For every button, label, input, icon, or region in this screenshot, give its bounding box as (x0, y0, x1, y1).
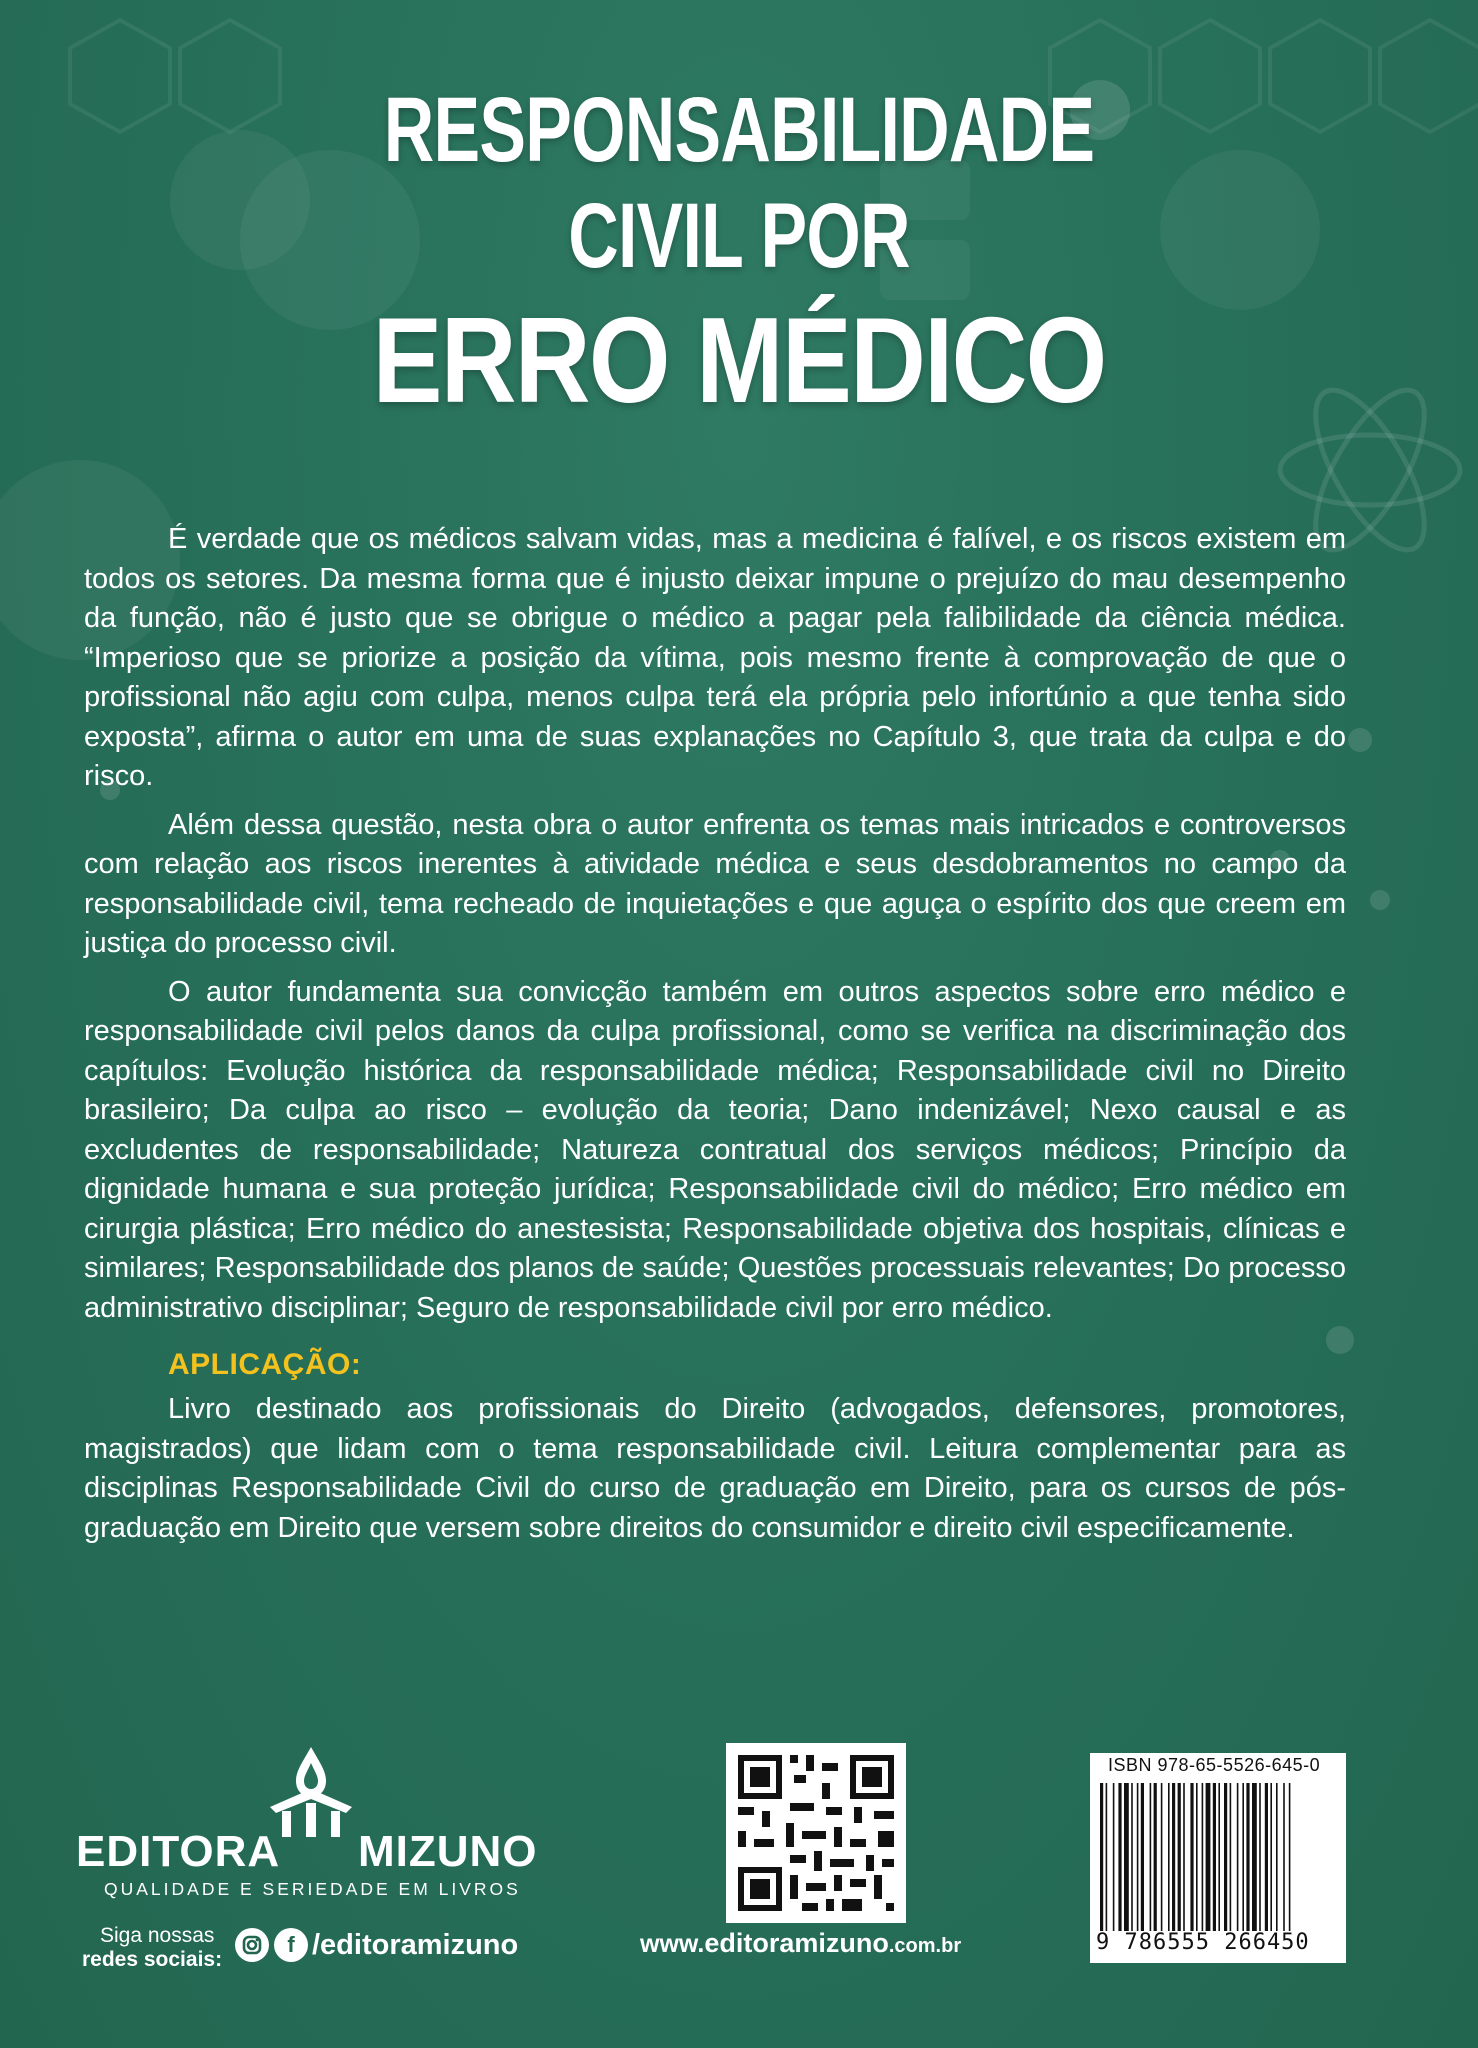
social-handle[interactable]: /editoramizuno (312, 1929, 519, 1961)
aplicacao-heading: APLICAÇÃO: (168, 1348, 362, 1381)
logo-name-right: MIZUNO (358, 1827, 538, 1876)
synopsis-paragraph-3: O autor fundamenta sua convicção também em outros aspectos sobre erro médico e responsabilidade civil pelos danos da culpa profissional, como se verifica na discriminação dos capítulos: Evolução histórica da responsabilidade médica; Responsabilidade civil no Direito brasileiro; Da culpa ao risco – evolução da teoria; Dano indenizável; Nexo causal e as excludentes de responsabilidade; Natureza contratual dos serviços médicos; Princípio da dignidade humana e sua proteção jurídica; Responsabilidade civil do médico; Erro médico em cirurgia plástica; Erro médico do anestesista; Responsabilidade objetiva dos hospitais, clínicas e similares; Responsabilidade dos planos de saúde; Questões processuais relevantes; Do processo administrativo disciplinar; Seguro de responsabilidade civil por erro médico. (84, 975, 1346, 1324)
logo-tagline: QUALIDADE E SERIEDADE EM LIVROS (104, 1879, 521, 1899)
website-prefix: www. (640, 1930, 705, 1958)
qr-code (726, 1743, 906, 1923)
synopsis-paragraph-2: Além dessa questão, nesta obra o autor enfrenta os temas mais intricados e controversos com relação aos riscos inerentes à atividade médica e seus desdobramentos no campo da responsabilidade civil, tema recheado de inquietações e que aguça o espírito dos que creem em justiça do processo civil. (84, 808, 1346, 959)
title-line-2: CIVIL POR (568, 185, 910, 287)
publisher-logo (76, 1745, 546, 1905)
synopsis (84, 520, 1346, 1337)
synopsis-paragraph-1: É verdade que os médicos salvam vidas, mas a medicina é falível, e os riscos existem em todos os setores. Da mesma forma que é injusto deixar impune o prejuízo do mau desempenho da função, não é justo que se obrigue o médico a pagar pela falibilidade da ciência médica. “Imperioso que se priorize a posição da vítima, pois mesmo frente à comprovação de que o profissional não agiu com culpa, menos culpa terá ela própria pelo infortúnio a que tenha sido exposta”, afirma o autor em uma de suas explanações no Capítulo 3, que trata da culpa e do risco. (84, 523, 1346, 792)
isbn-digits: 9 786555 266450 (1096, 1930, 1310, 1955)
title-line-3: ERRO MÉDICO (372, 292, 1106, 428)
isbn-barcode (1090, 1753, 1346, 1963)
aplicacao-section (84, 1390, 1346, 1548)
website-suffix: .com.br (888, 1935, 962, 1957)
logo-name-left: EDITORA (76, 1827, 281, 1876)
facebook-icon[interactable]: f (274, 1928, 308, 1962)
qr-code-icon (726, 1743, 906, 1923)
social-label-line-1: Siga nossas (100, 1924, 215, 1947)
title-line-1: RESPONSABILIDADE (383, 79, 1095, 181)
logo-mark-icon (266, 1745, 356, 1837)
aplicacao-text: Livro destinado aos profissionais do Direito (advogados, defensores, promotores, magistrados) que lidam com o tema responsabilidade civil. Leitura complementar para as disciplinas Responsabilidade Civil do curso de graduação em Direito, para os cursos de pós-graduação em Direito que versem sobre direitos do consumidor e direito civil especificamente. (84, 1393, 1346, 1544)
isbn-label: ISBN 978-65-5526-645-0 (1108, 1755, 1321, 1775)
social-label-line-2: redes sociais: (82, 1948, 223, 1971)
website-url[interactable] (640, 1928, 961, 1959)
barcode-icon (1098, 1783, 1338, 1931)
website-domain: editoramizuno (704, 1928, 889, 1958)
instagram-icon[interactable] (235, 1928, 269, 1962)
